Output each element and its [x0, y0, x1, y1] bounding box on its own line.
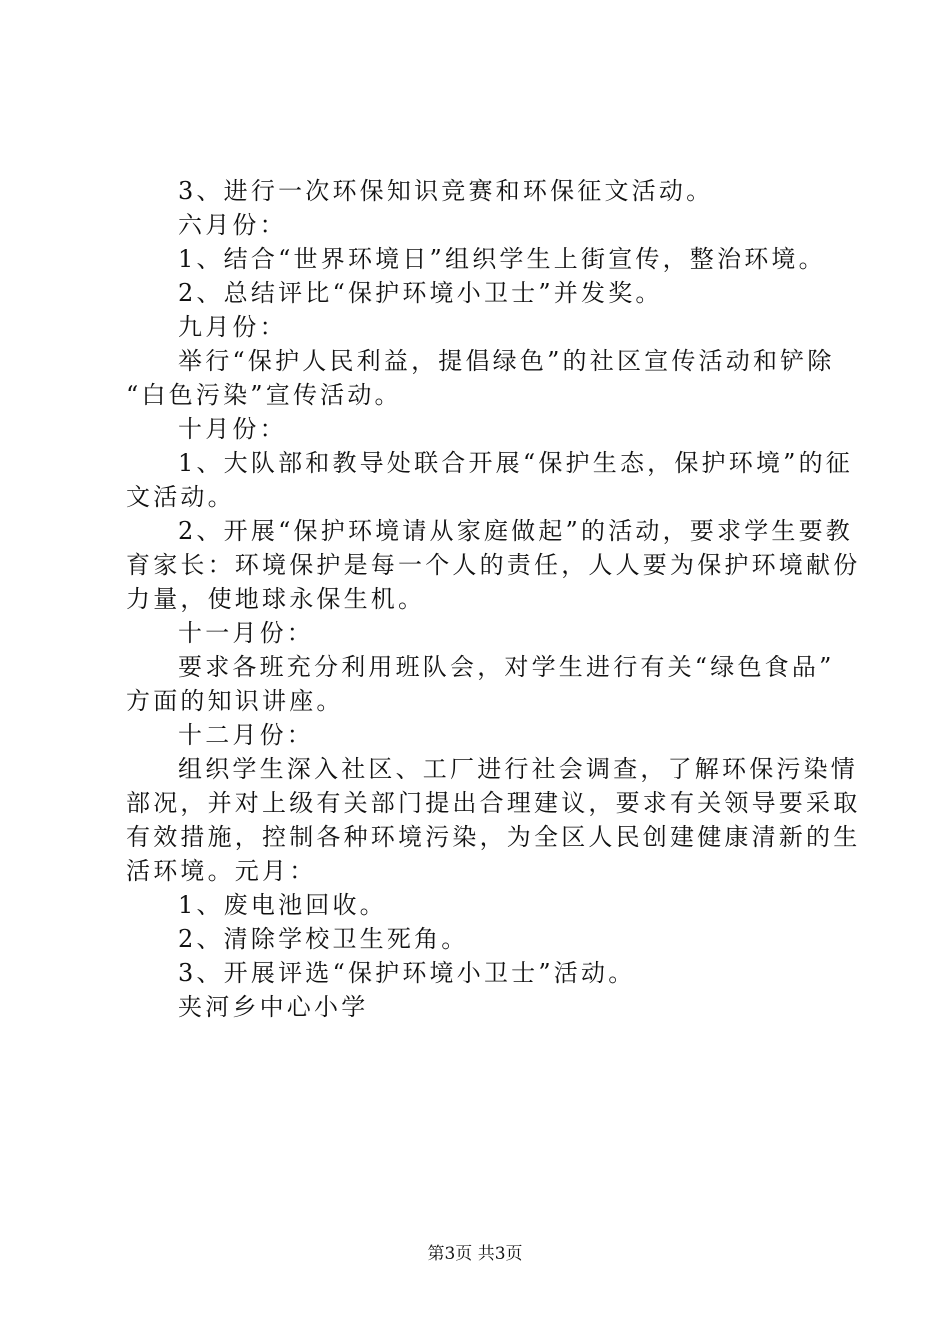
- text-line: 六月份：: [178, 211, 287, 239]
- text-line: 2、总结评比“保护环境小卫士”并发奖。: [178, 279, 663, 307]
- text-line: 举行“保护人民利益，提倡绿色”的社区宣传活动和铲除: [178, 347, 835, 375]
- text-line: 活环境。元月：: [126, 857, 317, 885]
- text-line: 夹河乡中心小学: [178, 993, 369, 1021]
- text-line: 1、废电池回收。: [178, 891, 387, 919]
- text-line: 十一月份：: [178, 619, 314, 647]
- document-body: [126, 174, 861, 1024]
- page-footer: 第3页 共3页: [427, 1244, 523, 1264]
- text-line: 1、结合“世界环境日”组织学生上街宣传，整治环境。: [178, 245, 826, 273]
- text-line: 力量，使地球永保生机。: [126, 585, 426, 613]
- text-line: 九月份：: [178, 313, 287, 341]
- text-line: 十二月份：: [178, 721, 314, 749]
- text-line: 2、清除学校卫生死角。: [178, 925, 469, 953]
- text-line: 3、进行一次环保知识竞赛和环保征文活动。: [178, 177, 714, 205]
- text-line: 育家长：环境保护是每一个人的责任，人人要为保护环境献份: [126, 551, 861, 579]
- text-line: 十月份：: [178, 415, 287, 443]
- text-line: 部况，并对上级有关部门提出合理建议，要求有关领导要采取: [126, 789, 861, 817]
- text-line: “白色污染”宣传活动。: [126, 381, 402, 409]
- text-line: 3、开展评选“保护环境小卫士”活动。: [178, 959, 636, 987]
- text-line: 要求各班充分利用班队会，对学生进行有关“绿色食品”: [178, 653, 835, 681]
- text-line: 有效措施，控制各种环境污染，为全区人民创建健康清新的生: [126, 823, 861, 851]
- text-line: 方面的知识讲座。: [126, 687, 344, 715]
- text-line: 文活动。: [126, 483, 235, 511]
- text-line: 2、开展“保护环境请从家庭做起”的活动，要求学生要教: [178, 517, 854, 545]
- text-line: 1、大队部和教导处联合开展“保护生态，保护环境”的征: [178, 449, 854, 477]
- text-line: 组织学生深入社区、工厂进行社会调查，了解环保污染情: [178, 755, 858, 783]
